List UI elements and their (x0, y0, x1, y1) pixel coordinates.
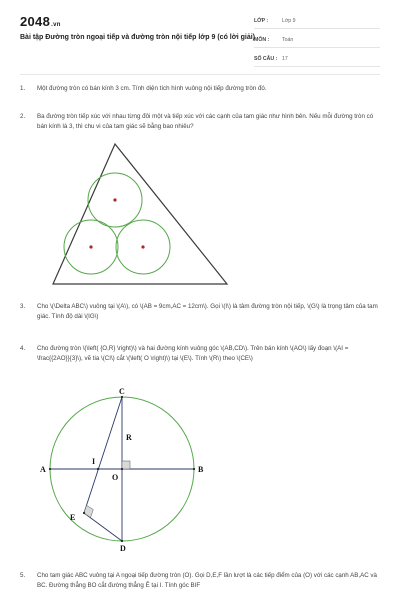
line-ce (84, 397, 122, 513)
center-dot-right (141, 245, 144, 248)
label-d: D (120, 544, 126, 553)
right-angle-e (84, 505, 93, 517)
meta-panel (254, 14, 380, 71)
label-c: C (119, 387, 125, 396)
site-logo[interactable]: 2048.vn (20, 14, 61, 29)
figure-circle-diameters (40, 383, 220, 553)
question-4: 4. Cho đường tròn \(\left( {O,R} \right)\) và hai đường kính vuông góc \(AB,CD\). Trên bán kính \(AO\) lấy đoạn \(AI = \frac{{2AO}}{3}\), vẽ tia \(CI\) cắt \(\left( O \right)\) tại \(E\). Tính \(R\) theo \(CE\) (20, 345, 349, 362)
figure-three-circles (50, 138, 240, 288)
meta-row-subject: MÔN : Toán (254, 33, 380, 48)
label-i: I (92, 457, 96, 466)
meta-row-count: SỐ CÂU : 17 (254, 52, 380, 67)
header-divider (20, 74, 380, 75)
label-b: B (198, 465, 204, 474)
meta-row-grade: LỚP : Lớp 9 (254, 14, 380, 29)
triangle (53, 144, 227, 284)
label-o: O (112, 473, 119, 482)
label-a: A (40, 465, 46, 474)
right-angle-o (122, 461, 130, 469)
question-5: 5. Cho tam giác ABC vuông tại A ngoại tiếp đường tròn (O). Gọi D,E,F lần lượt là các tiếp điểm của (O) với các cạnh AB,AC và BC. Đường thẳng BO cắt đường thẳng Ē tại I. Tính góc BIF (20, 572, 377, 589)
label-e: E (70, 513, 76, 522)
label-r: R (126, 433, 132, 442)
center-dot-left (89, 245, 92, 248)
center-dot-top (113, 198, 116, 201)
question-3: 3. Cho \(\Delta ABC\) vuông tại \(A\), có \(AB = 9cm,AC = 12cm\). Gọi \(I\) là tâm đường tròn nội tiếp, \(G\) là trọng tâm của tam giác. Tính độ dài \(IG\) (20, 303, 378, 320)
question-2: 2. Ba đường tròn tiếp xúc với nhau từng đôi một và tiếp xúc với các cạnh của tam giác như hình bên. Nếu mỗi đường tròn có bán kính là 3, thì chu vi của tam giác sẽ bằng bao nhiêu? (20, 113, 374, 130)
page-title: Bài tập Đường tròn ngoại tiếp và đường tròn nội tiếp lớp 9 (có lời giải) (20, 34, 255, 41)
question-1: 1. Một đường tròn có bán kính 3 cm. Tính diện tích hình vuông nội tiếp đường tròn đó. (20, 85, 267, 92)
